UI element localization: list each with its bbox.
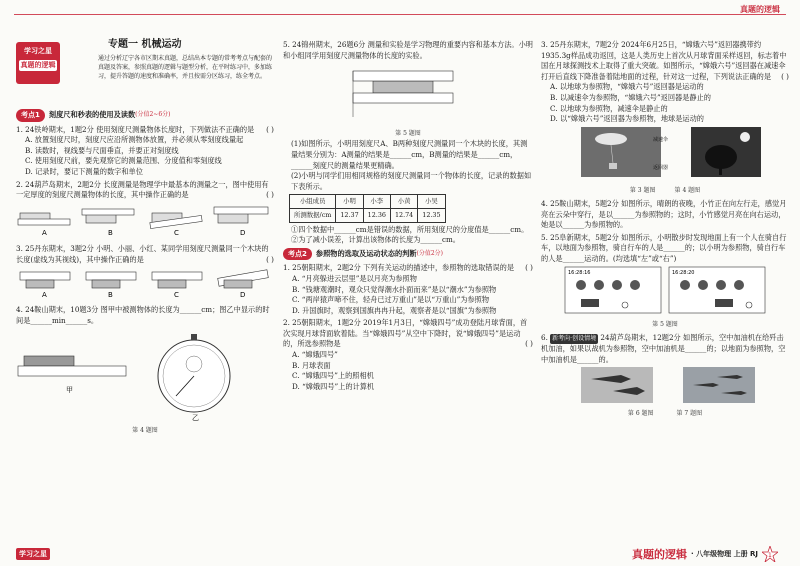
question-source: 24鞍山期末，10题3分 [25,305,99,315]
q5-part-3: ①四个数据中______cm是错误的数据，所用刻度尺的分度值是______cm。 [291,224,529,234]
page-number-star-icon [762,546,778,562]
option-a: A. “月亮躲进云层里”是以月亮为参照物 [292,273,417,283]
table-cell: 12.37 [336,208,363,222]
section-1-score: (分值2~6分) [135,111,171,118]
question-6c [541,333,789,420]
figure-q6-q7 [541,365,789,405]
label-d: D [240,228,246,237]
question-stem: 如图所示，空中加油机在给歼击机加油，如果以战机为参照物，空中加油机是______的；以地面为参照物，空中加油机是______的。 [541,332,786,364]
section-1-tag: 考点1 [16,109,45,122]
street-frame-1 [565,267,661,313]
question-number: 3. [16,244,23,254]
question-source: 25阜新期末，5题2分 [550,232,619,242]
question-stem: 使用刻度尺测量物体长度时，下列做法不正确的是 [96,124,255,134]
question-stem: 图甲中被测物体的长度为______cm；图乙中显示的时间是______min______s。 [16,305,270,325]
question-stem: 长度测量是物理学中最基本的测量之一，图中使用有一定厚度的刻度尺测量物体的长度，其中操作正确的是 [16,179,269,200]
question-number: 4. [541,198,548,208]
fig3-caption: 第 3 题图 [629,187,656,195]
question-1b [283,263,533,316]
topic-intro: 通过分析辽宁各市区期末真题，总结出本专题的常考考点与配套的真题及答案，参照真题的逻辑与题型分析，在平时练习中，多加练习，提升答题的速度和准确率，并且按需分区练习，练全考点。 [98,55,273,80]
question-4c [541,199,789,231]
stopwatch-yi [158,334,230,422]
q5-data-table [289,194,446,222]
table-header-cell: 小明 [336,195,363,209]
question-source: 25朝阳期末，2题2分 [292,263,361,273]
table-row [290,208,446,222]
question-5 [283,40,533,246]
label-b: B [108,228,113,237]
answer-paren: ( ) [525,263,533,273]
timestamp-1: 16:28:16 [568,269,591,276]
ruler-q3-b [86,272,136,299]
fig7-caption: 第 7 题图 [676,410,703,418]
fig4-caption: 第 4 题图 [674,187,701,195]
ruler-q3-d [218,269,269,298]
ruler-figure-q2 [16,201,274,239]
table-cell: 12.36 [363,208,390,222]
question-source: 24葫芦岛期末，2题2分 [25,179,101,189]
option-b: B. 以减速伞为参照物，“嫦娥六号”返回器是静止的 [550,92,711,102]
answer-paren: ( ) [266,190,274,200]
question-3c [541,40,789,197]
table-cell: 12.74 [390,208,417,222]
table-row-label: 所测数据/cm [290,208,336,222]
question-stem: 如图所示，晴朗的夜晚，小竹正在向左行走，感觉月亮在云朵中穿行，是以______为参照物的；这时，小竹感觉月亮在向右运动，她是以______为参照物的。 [541,198,787,230]
option-d: D. 记录时，要记下测量的数字和单位 [25,166,143,176]
label-yi: 乙 [192,414,199,423]
question-source: 25朝阳期末，1题2分 [292,318,361,328]
table-header-cell: 小李 [363,195,390,209]
answer-paren: ( ) [266,124,274,134]
column-right [541,40,789,422]
answer-paren: ( ) [266,254,274,264]
label-capsule: 返回器 [653,164,669,171]
option-b: B. “钱塘观潮时，观众只觉得潮水扑面而来”是以“潮水”为参照物 [292,284,497,294]
question-stem: 如图所示，小明散步时发现地面上有一个人在骑自行车，以地面为参照物，骑自行车的人是______的；以小明为参照物，骑自行车的人是______运动的。(均选填“左”或“右”) [541,232,787,263]
topic-badge-line1: 学习之星 [24,47,52,55]
section-2-title: 参照物的选取及运动状态的判断 [315,248,417,258]
option-c: C. 以地球为参照物，减速伞是静止的 [550,103,668,113]
label-a: A [42,290,47,299]
topic-badge-line2: 真题的逻辑 [20,61,56,69]
street-frame-2 [669,267,765,313]
section-1-title: 刻度尺和秒表的使用及读数 [48,110,136,119]
option-d: D. 升国旗时，观察到国旗冉冉升起，观察者是以“国旗”为参照物 [292,305,497,315]
footer-logo: 学习之星 [16,548,50,560]
question-number: 6. [541,332,548,342]
figure-q5c [541,265,789,317]
question-stem: 下列有关运动的描述中，参照物的选取错误的是 [363,263,515,273]
question-number: 4. [16,305,23,315]
q5-part-1: (1)如图所示，小明用刻度尺A、B两种刻度尺测量同一个木块的长度，其测量结果分别为：A测量的结果是______cm，B测量的结果是______cm，______刻度尺的测量结果更精确。 [291,139,528,170]
question-number: 5. [541,232,548,242]
question-2b [283,318,533,392]
option-d: D. 以“嫦娥六号”返回器为参照物，地球是运动的 [550,114,704,124]
section-1-header [16,109,274,122]
footer-logo-wrap [16,541,50,560]
ruler-option-c [150,213,202,237]
ruler-option-b [82,209,134,237]
question-1 [16,125,274,178]
question-number: 1. [16,124,23,134]
label-c: C [174,228,179,237]
table-header-cell: 小组成员 [290,195,336,209]
question-stem: 2024年6月25日，“嫦娥六号”返回器携带约1935.3g样品成功返回，这是人类历史上首次从月球背面采样返回，标志着中国在月球探测技术上取得了重大突破。如图所示，“嫦娥六号”返回器在减速伞打开后直线下降准备着陆地面的过程，针对这一过程，下列说法正确的是 [541,40,787,81]
ruler-option-a [18,213,70,237]
figure-caption-q5: 第 5 题图 [395,129,421,137]
ruler-option-d [214,207,268,237]
figure-caption-q5c: 第 5 题图 [652,321,678,329]
figure-caption-q6-q7 [541,409,789,420]
section-2-header [283,248,533,261]
photo-jets [683,367,755,403]
figure-q5 [283,61,533,125]
column-left [16,40,274,439]
section-2-tag: 考点2 [283,248,312,261]
label-parachute: 减速伞 [653,136,669,143]
question-source: 25丹东期末，3题2分 [25,244,94,254]
page-number: 1 [768,552,772,559]
question-source: 24铁岭期末，1题2分 [25,124,94,134]
ruler-figure-q3 [16,266,274,300]
option-c: C. “嫦娥四号”上的照相机 [292,371,374,381]
question-source: 25丹东期末，7题2分 [550,40,619,49]
section-2-score: (分值2分) [416,249,444,257]
table-header-cell: 小黄 [390,195,417,209]
ruler-jia [18,356,126,394]
footer-brand: 真题的逻辑 [632,548,688,561]
answer-paren: ( ) [525,339,533,349]
table-cell: 12.35 [418,208,445,222]
photo-refuel [581,367,653,403]
topic-header [16,40,274,106]
question-number: 3. [541,40,548,49]
question-source: 24锦州期末，26题6分 [292,40,366,49]
question-number: 1. [283,263,290,273]
header-brand: 真题的逻辑 [740,5,780,14]
footer-brand-wrap [632,546,778,562]
photo-parachute [581,127,668,177]
figure-q3-q4 [541,125,789,183]
q5-part-4: ②为了减小误差，计算出该物体的长度为______cm。 [291,235,460,245]
option-b: B. 读数时，视线要与尺面垂直，并要正对刻度线 [25,145,179,155]
question-4 [16,305,274,436]
option-a: A. 放置刻度尺时，刻度尺应沿所测物体放置，并必须从零刻度线量起 [25,135,244,145]
header-rule [14,14,786,15]
label-d: D [240,290,246,299]
figure-q4 [16,326,274,422]
topic-title: 专题一 机械运动 [108,39,182,50]
question-number: 2. [283,318,290,328]
question-stem: 2019年1月3日，“嫦娥四号”成功登陆月球背面，首次实现月球背面软着陆。当“嫦娥四号”从空中下降时，说“嫦娥四号”是运动的，所选参照物是 [283,318,528,349]
option-c: C. 使用刻度尺前，要先观察它的测量范围、分度值和零刻度线 [25,156,222,166]
question-number: 2. [16,179,23,189]
timestamp-2: 16:28:20 [672,269,695,276]
table-header-row [290,195,446,209]
q5-part-2: (2)小明与同学们用相同规格的刻度尺测量同一个物体的长度，记录的数据如下表所示。 [291,171,532,191]
question-2 [16,180,274,243]
topic-badge [16,42,60,84]
ruler-q3-a [20,272,70,299]
table-header-cell: 小吴 [418,195,445,209]
label-a: A [42,228,47,237]
label-c: C [174,290,179,299]
option-b: B. 月球表面 [292,360,331,370]
question-stem: 测量和实验是学习物理的重要内容和基本方法。小明和小组同学用刻度尺测量物体的长度的实验。 [283,40,533,60]
column-middle [283,40,533,394]
label-jia: 甲 [66,386,73,395]
question-5c [541,233,789,331]
fig6-caption: 第 6 题图 [627,410,654,418]
photo-moon-tree [691,127,761,177]
question-number: 5. [283,40,290,49]
answer-paren: ( ) [781,71,789,81]
question-3 [16,244,274,303]
option-d: D. “嫦娥四号”上的计算机 [292,381,375,391]
option-a: A. “嫦娥四号” [292,350,338,360]
question-source: 24葫芦岛期末，12题2分 [600,332,681,342]
figure-caption-q4: 第 4 题图 [132,426,158,434]
question-source: 25鞍山期末，5题2分 [550,198,619,208]
option-c: C. “两岸猿声啼不住，轻舟已过万重山”是以“万重山”为参照物 [292,295,490,305]
label-b: B [108,290,113,299]
footer-subtitle: · 八年级物理 上册 RJ [691,550,758,558]
new-trend-badge: 新考向·创设情境 [550,334,598,345]
figure-caption-q3-q4 [541,186,789,197]
option-a: A. 以地球为参照物，“嫦娥六号”返回器是运动的 [550,82,704,92]
ruler-q3-c [152,272,202,299]
question-stem: 小明、小丽、小红、某同学用刻度尺测量同一个木块的长度(虚线为其视线)，其中操作正确的是 [16,244,269,264]
